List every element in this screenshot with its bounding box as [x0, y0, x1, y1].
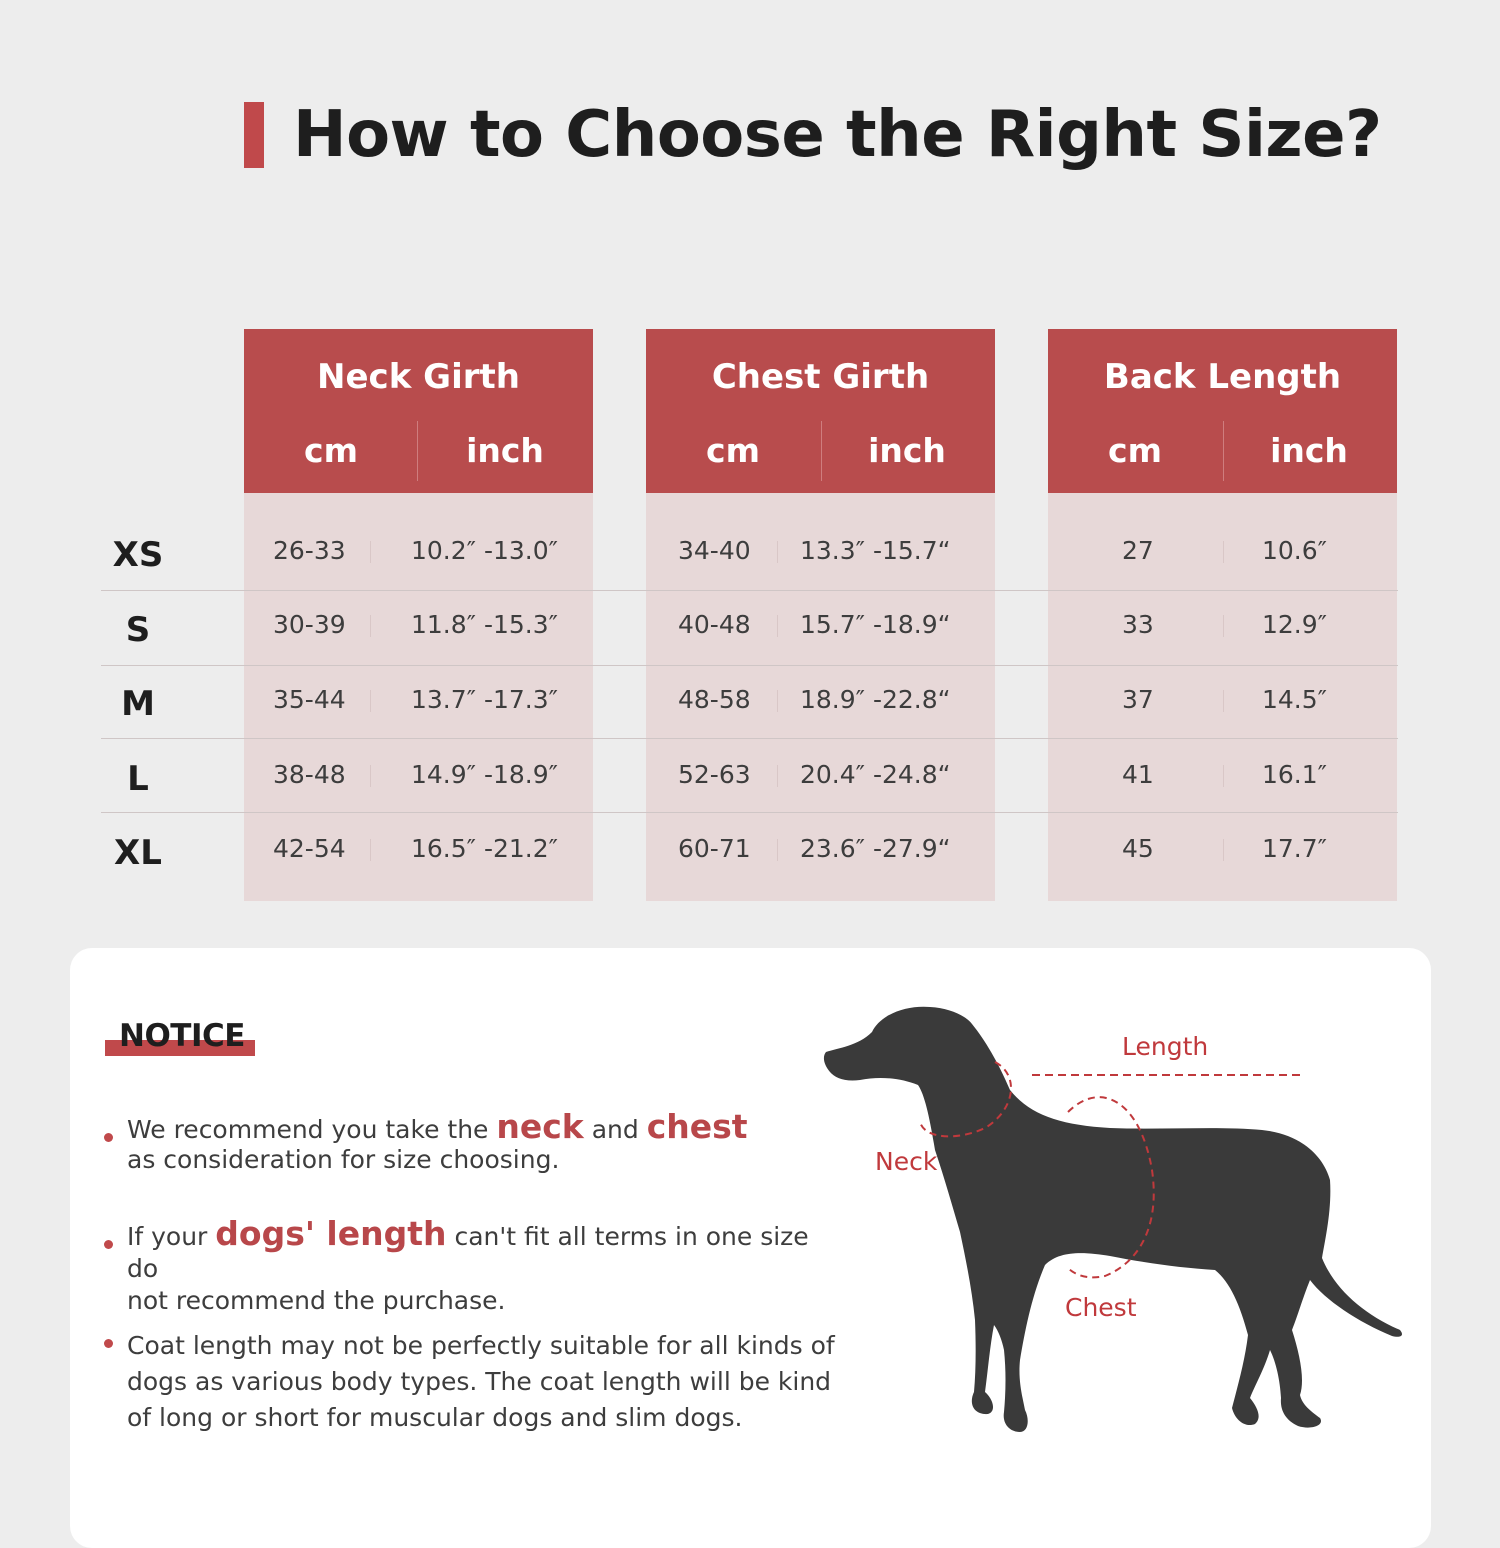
highlight-chest: chest: [646, 1107, 748, 1146]
back-inch-s: 12.9″: [1262, 610, 1328, 639]
neck-label: Neck: [875, 1147, 938, 1176]
length-label: Length: [1122, 1032, 1209, 1061]
neck-cm-xl: 42-54: [273, 834, 346, 863]
highlight-neck: neck: [496, 1107, 584, 1146]
bullet-1-text: We recommend you take the: [127, 1115, 497, 1144]
chest-girth-title: Chest Girth: [711, 357, 930, 397]
chest-cm-s: 40-48: [678, 610, 751, 639]
back-cm-m: 37: [1122, 685, 1154, 714]
chest-cm-l: 52-63: [678, 760, 751, 789]
bullet-3-line: of long or short for muscular dogs and slim dogs.: [127, 1403, 743, 1432]
neck-cm-xs: 26-33: [273, 536, 346, 565]
size-label-xl: XL: [114, 833, 162, 873]
neck-cm-s: 30-39: [273, 610, 346, 639]
chest-inch-s: 15.7″ -18.9“: [800, 610, 951, 639]
chest-girth-unit-inch: inch: [868, 431, 946, 470]
row-separator: [101, 590, 1398, 591]
neck-inch-l: 14.9″ -18.9″: [411, 760, 558, 789]
back-inch-xs: 10.6″: [1262, 536, 1328, 565]
size-label-l: L: [127, 759, 149, 799]
back-cm-l: 41: [1122, 760, 1154, 789]
neck-inch-xl: 16.5″ -21.2″: [411, 834, 558, 863]
size-label-s: S: [125, 610, 151, 650]
bullet-2-text: If your: [127, 1222, 216, 1251]
chest-cm-m: 48-58: [678, 685, 751, 714]
back-inch-l: 16.1″: [1262, 760, 1328, 789]
neck-girth-unit-cm: cm: [304, 431, 358, 470]
page-title: How to Choose the Right Size?: [293, 98, 1382, 172]
neck-inch-m: 13.7″ -17.3″: [411, 685, 558, 714]
chest-inch-m: 18.9″ -22.8“: [800, 685, 951, 714]
back-cm-s: 33: [1122, 610, 1154, 639]
neck-inch-s: 11.8″ -15.3″: [411, 610, 558, 639]
neck-cm-l: 38-48: [273, 760, 346, 789]
row-separator: [101, 738, 1398, 739]
bullet-3-line: dogs as various body types. The coat length will be kind: [127, 1367, 832, 1396]
back-inch-m: 14.5″: [1262, 685, 1328, 714]
row-separator: [101, 812, 1398, 813]
size-label-m: M: [121, 684, 155, 724]
bullet-1-text: as consideration for size choosing.: [127, 1145, 560, 1174]
size-label-xs: XS: [112, 535, 164, 575]
chest-inch-l: 20.4″ -24.8“: [800, 760, 951, 789]
highlight-dogs-length: dogs' length: [215, 1214, 447, 1253]
chest-cm-xs: 34-40: [678, 536, 751, 565]
neck-girth-title: Neck Girth: [317, 357, 520, 397]
chest-label: Chest: [1065, 1293, 1137, 1322]
neck-girth-unit-inch: inch: [466, 431, 544, 470]
neck-inch-xs: 10.2″ -13.0″: [411, 536, 558, 565]
back-length-title: Back Length: [1103, 357, 1342, 397]
back-cm-xs: 27: [1122, 536, 1154, 565]
neck-cm-m: 35-44: [273, 685, 346, 714]
back-cm-xl: 45: [1122, 834, 1154, 863]
bullet-2-text: can't fit all terms in one size do: [127, 1222, 809, 1283]
notice-heading: NOTICE: [119, 1018, 245, 1054]
chest-inch-xl: 23.6″ -27.9“: [800, 834, 951, 863]
back-length-unit-inch: inch: [1270, 431, 1348, 470]
chest-cm-xl: 60-71: [678, 834, 751, 863]
back-inch-xl: 17.7″: [1262, 834, 1328, 863]
bullet-3-line: Coat length may not be perfectly suitable for all kinds of: [127, 1331, 835, 1360]
bullet-2-text: not recommend the purchase.: [127, 1286, 506, 1315]
bullet-1-text: and: [583, 1115, 647, 1144]
row-separator: [101, 665, 1398, 666]
chest-inch-xs: 13.3″ -15.7“: [800, 536, 951, 565]
back-length-unit-cm: cm: [1108, 431, 1162, 470]
chest-girth-unit-cm: cm: [706, 431, 760, 470]
dog-silhouette-icon: [824, 1007, 1402, 1432]
